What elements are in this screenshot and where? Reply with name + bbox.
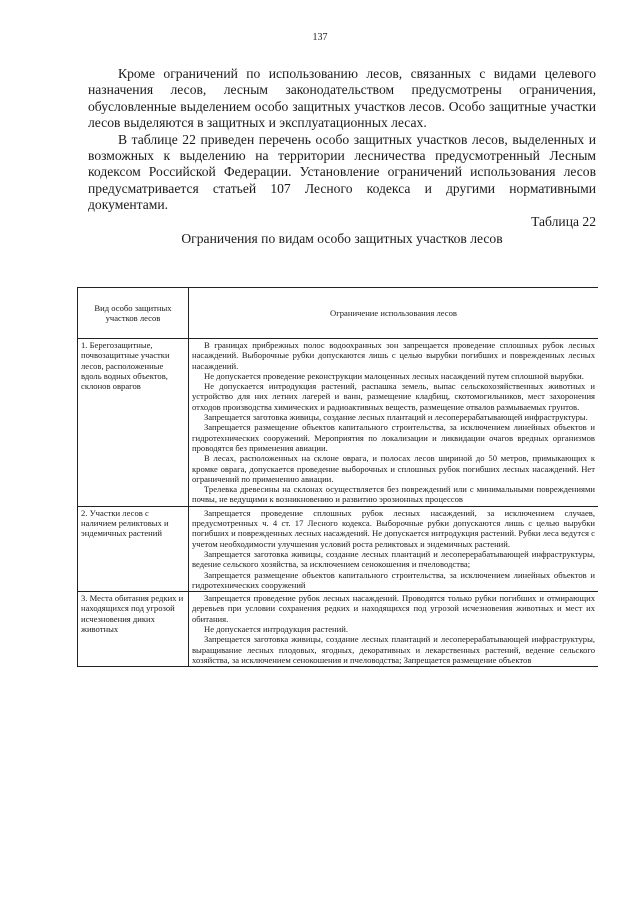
row-restrictions	[189, 592, 599, 667]
row-kind: 2. Участки лесов с наличием реликтовых и эндемичных растений	[78, 506, 189, 591]
intro-paragraph: Кроме ограничений по использованию лесов, связанных с видами целевого назначения лесов, лесным законодательством предусмотрены ограничения, обусловленные выделением особо защитных участков лесов. Особо защитные участки лесов выделяются в защитных и эксплуатационных лесах.	[88, 66, 596, 131]
table-header-row	[78, 288, 599, 339]
table-row	[78, 592, 599, 667]
row-restrictions	[189, 339, 599, 507]
restriction-paragraph: Запрещается заготовка живицы, создание лесных плантаций и лесоперерабатывающей инфраструктуры, ведение сельского хозяйства, за исключением сенокошения и пчеловодства;	[192, 548, 595, 570]
table-row	[78, 506, 599, 591]
restriction-paragraph: Запрещается проведение сплошных рубок лесных насаждений, за исключением случаев, предусмотренных ч. 4 ст. 17 Лесного кодекса. Выборочные рубки допускаются лишь с целью вырубки погибших и поврежденных лесных насаждений. Не допускается интродукция растений. Рубки леса ведутся с учетом необходимости улучшения условий роста реликтовых и эндемичных растений.	[192, 507, 595, 549]
restrictions-table	[77, 287, 598, 667]
header-kind: Вид особо защитных участков лесов	[78, 288, 189, 339]
intro-paragraph: В таблице 22 приведен перечень особо защитных участков лесов, выделенных и возможных к выделению на территории лесничества предусмотренный Лесным кодексом Российской Федерации. Установление ограничений использования лесов предусматривается статьей 107 Лесного кодекса и другими нормативными документами.	[88, 131, 596, 213]
restriction-paragraph: Запрещается размещение объектов капитального строительства, за исключением линейных объектов и гидротехнических сооружений. Мероприятия по локализации и ликвидации очагов вредных организмов проводятся без применения авиации.	[192, 422, 595, 453]
row-restrictions	[189, 506, 599, 591]
restriction-paragraph: Запрещается заготовка живицы, создание лесных плантаций и лесоперерабатывающей инфраструктуры.	[204, 412, 588, 423]
restriction-paragraph: Не допускается интродукция растений, распашка земель, выпас сельскохозяйственных животных и устройство для них летних лагерей и ванн, размещение кладбищ, скотомогильников, мест захоронения отходов производства химических и радиоактивных веществ, размещение отвалов размываемых грунтов.	[192, 381, 595, 412]
row-kind: 3. Места обитания редких и находящихся под угрозой исчезновения диких животных	[78, 592, 189, 667]
restriction-paragraph: Запрещается размещение объектов капитального строительства, за исключением линейных объектов и гидротехнических сооружений	[192, 569, 595, 590]
restriction-paragraph: В лесах, расположенных на склоне оврага, и полосах лесов шириной до 50 метров, примыкающих к кромке оврага, допускается проведение выборочных и сплошных рубок погибших лесных насаждений. Нет ограничений по применению авиации.	[192, 453, 595, 484]
page-number: 137	[312, 32, 328, 43]
restriction-paragraph: Запрещается проведение рубок лесных насаждений. Проводятся только рубки погибших и отмирающих деревьев при условии сохранения редких и находящихся под угрозой исчезновения животных и мест их обитания.	[192, 593, 595, 624]
intro-text	[88, 66, 596, 247]
restriction-paragraph: В границах прибрежных полос водоохранных зон запрещается проведение сплошных рубок лесных насаждений. Выборочные рубки допускаются лишь с целью вырубки погибших и поврежденных лесных насаждений.	[192, 340, 595, 371]
restrictions-table-container	[77, 287, 598, 832]
restriction-paragraph: Трелевка древесины на склонах осуществляется без повреждений или с минимальными повреждениями почвы, не ведущими к возникновению и развитию эрозионных процессов	[192, 484, 595, 505]
restriction-paragraph: Не допускается проведение реконструкции малоценных лесных насаждений путем сплошной вырубки.	[204, 370, 584, 381]
restriction-paragraph: Не допускается интродукция растений.	[204, 624, 348, 635]
row-kind: 1. Берегозащитные, почвозащитные участки лесов, расположенные вдоль водных объектов, склонов оврагов	[78, 339, 189, 507]
table-caption: Ограничения по видам особо защитных участков лесов	[181, 231, 503, 247]
restriction-paragraph: Запрещается заготовка живицы, создание лесных плантаций и лесоперерабатывающей инфраструктуры, выращивание лесных плодовых, ягодных, декоративных и лекарственных растений, ведение сельского хозяйства, за исключением сенокошения и пчеловодства; Запрещается размещение объектов	[192, 634, 595, 665]
header-restriction: Ограничение использования лесов	[189, 288, 599, 339]
table-label: Таблица 22	[531, 213, 596, 229]
table-row	[78, 339, 599, 507]
